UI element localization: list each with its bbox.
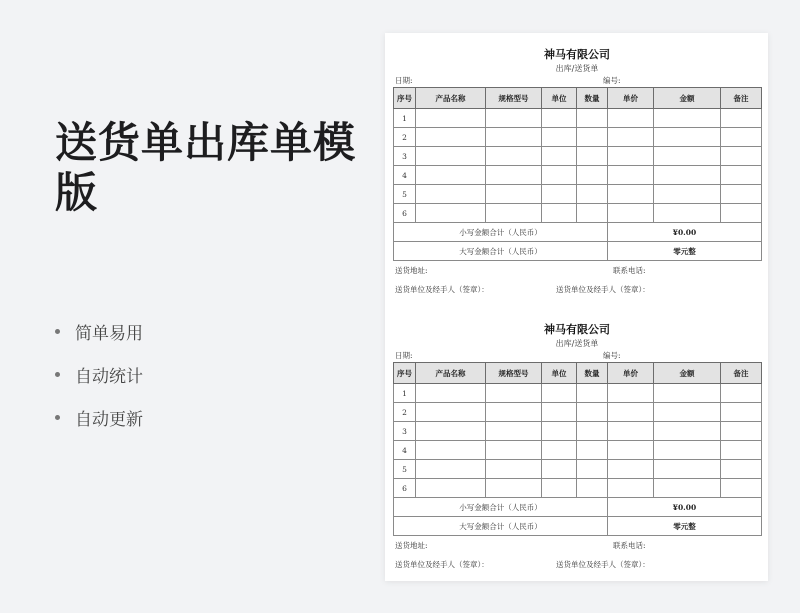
total-lower-row (394, 498, 762, 517)
bullet-icon (55, 372, 60, 377)
document-type: 出库/送货单 (555, 64, 599, 73)
table-row (394, 403, 762, 422)
row-number: 3 (394, 147, 416, 166)
table-cell (721, 128, 762, 147)
total-upper-label: 大写金额合计（人民币） (394, 517, 608, 536)
table-cell (542, 109, 577, 128)
column-header: 序号 (394, 363, 416, 384)
table-row (394, 166, 762, 185)
number-label: 编号: (603, 76, 621, 85)
table-cell (416, 384, 486, 403)
column-header: 规格型号 (486, 363, 542, 384)
signature-line (393, 280, 761, 299)
table-cell (608, 128, 654, 147)
table-row (394, 147, 762, 166)
table-cell (608, 185, 654, 204)
table-cell (486, 384, 542, 403)
table-header-row (394, 363, 762, 384)
row-number: 4 (394, 441, 416, 460)
column-header: 单位 (542, 88, 577, 109)
table-cell (721, 384, 762, 403)
table-cell (654, 460, 721, 479)
delivery-form (393, 47, 761, 299)
table-cell (654, 147, 721, 166)
table-cell (486, 147, 542, 166)
column-header: 序号 (394, 88, 416, 109)
table-cell (608, 166, 654, 185)
table-cell (654, 204, 721, 223)
row-number: 3 (394, 422, 416, 441)
table-cell (486, 460, 542, 479)
table-cell (542, 166, 577, 185)
table-cell (542, 204, 577, 223)
table-row (394, 422, 762, 441)
table-cell (486, 403, 542, 422)
table-cell (654, 185, 721, 204)
table-cell (486, 422, 542, 441)
feature-label: 简单易用 (75, 324, 143, 344)
total-upper-label: 大写金额合计（人民币） (394, 242, 608, 261)
table-cell (416, 441, 486, 460)
table-cell (608, 422, 654, 441)
table-cell (486, 109, 542, 128)
total-upper-value: 零元整 (608, 242, 762, 261)
table-row (394, 185, 762, 204)
table-cell (608, 460, 654, 479)
table-cell (608, 147, 654, 166)
row-number: 2 (394, 128, 416, 147)
delivery-note-sheet (385, 33, 768, 581)
column-header: 单价 (608, 363, 654, 384)
table-cell (416, 460, 486, 479)
table-cell (654, 441, 721, 460)
table-cell (542, 479, 577, 498)
table-cell (486, 185, 542, 204)
receiver-signature-label: 送货单位及经手人（签章）： (556, 285, 650, 294)
table-row (394, 204, 762, 223)
column-header: 数量 (577, 88, 608, 109)
column-header: 数量 (577, 363, 608, 384)
table-cell (721, 109, 762, 128)
table-cell (577, 479, 608, 498)
total-lower-value: ¥0.00 (608, 223, 762, 242)
table-header-row (394, 88, 762, 109)
table-cell (608, 403, 654, 422)
row-number: 1 (394, 384, 416, 403)
column-header: 金额 (654, 88, 721, 109)
document-type: 出库/送货单 (555, 339, 599, 348)
page-title: 送货单出库单模版 (55, 118, 357, 217)
table-cell (542, 384, 577, 403)
date-label: 日期: (395, 351, 413, 360)
table-cell (577, 166, 608, 185)
table-cell (486, 479, 542, 498)
table-cell (721, 166, 762, 185)
row-number: 6 (394, 204, 416, 223)
feature-item (55, 310, 143, 353)
signature-line (393, 555, 761, 574)
table-cell (416, 166, 486, 185)
table-row (394, 384, 762, 403)
table-cell (542, 403, 577, 422)
feature-item (55, 396, 143, 439)
table-cell (654, 479, 721, 498)
sender-signature-label: 送货单位及经手人（签章）： (395, 285, 489, 294)
form-meta (393, 350, 761, 362)
table-cell (542, 441, 577, 460)
total-lower-label: 小写金额合计（人民币） (394, 498, 608, 517)
feature-label: 自动更新 (75, 410, 143, 430)
table-cell (721, 403, 762, 422)
contact-line (393, 261, 761, 280)
row-number: 5 (394, 460, 416, 479)
item-table (393, 87, 762, 261)
column-header: 备注 (721, 88, 762, 109)
total-upper-value: 零元整 (608, 517, 762, 536)
table-cell (577, 147, 608, 166)
table-cell (416, 185, 486, 204)
column-header: 产品名称 (416, 363, 486, 384)
table-cell (608, 441, 654, 460)
company-name: 神马有限公司 (544, 48, 610, 61)
phone-label: 联系电话: (613, 266, 646, 275)
company-name: 神马有限公司 (544, 323, 610, 336)
table-cell (486, 441, 542, 460)
table-cell (577, 185, 608, 204)
address-label: 送货地址: (395, 266, 428, 275)
table-cell (577, 204, 608, 223)
date-label: 日期: (395, 76, 413, 85)
receiver-signature-label: 送货单位及经手人（签章）： (556, 560, 650, 569)
delivery-form (393, 322, 761, 574)
total-lower-value: ¥0.00 (608, 498, 762, 517)
table-cell (577, 441, 608, 460)
table-cell (416, 109, 486, 128)
total-upper-row (394, 517, 762, 536)
table-cell (654, 403, 721, 422)
table-cell (577, 422, 608, 441)
form-meta (393, 75, 761, 87)
column-header: 金额 (654, 363, 721, 384)
table-cell (486, 128, 542, 147)
column-header: 单位 (542, 363, 577, 384)
table-cell (654, 109, 721, 128)
bullet-icon (55, 329, 60, 334)
table-row (394, 460, 762, 479)
column-header: 备注 (721, 363, 762, 384)
table-cell (416, 403, 486, 422)
feature-list (55, 310, 143, 439)
column-header: 规格型号 (486, 88, 542, 109)
row-number: 2 (394, 403, 416, 422)
table-cell (721, 147, 762, 166)
feature-item (55, 353, 143, 396)
table-cell (577, 384, 608, 403)
total-lower-label: 小写金额合计（人民币） (394, 223, 608, 242)
table-cell (608, 109, 654, 128)
item-table (393, 362, 762, 536)
table-cell (608, 204, 654, 223)
total-lower-row (394, 223, 762, 242)
table-cell (721, 422, 762, 441)
table-cell (486, 204, 542, 223)
contact-line (393, 536, 761, 555)
table-row (394, 128, 762, 147)
table-cell (542, 185, 577, 204)
row-number: 6 (394, 479, 416, 498)
row-number: 1 (394, 109, 416, 128)
table-cell (542, 460, 577, 479)
table-row (394, 441, 762, 460)
table-cell (577, 460, 608, 479)
table-cell (654, 166, 721, 185)
row-number: 5 (394, 185, 416, 204)
column-header: 产品名称 (416, 88, 486, 109)
table-cell (721, 204, 762, 223)
sender-signature-label: 送货单位及经手人（签章）： (395, 560, 489, 569)
table-cell (542, 147, 577, 166)
table-cell (542, 422, 577, 441)
address-label: 送货地址: (395, 541, 428, 550)
table-cell (577, 403, 608, 422)
table-cell (721, 479, 762, 498)
phone-label: 联系电话: (613, 541, 646, 550)
table-cell (486, 166, 542, 185)
table-cell (608, 479, 654, 498)
table-cell (721, 185, 762, 204)
number-label: 编号: (603, 351, 621, 360)
column-header: 单价 (608, 88, 654, 109)
table-cell (721, 441, 762, 460)
table-cell (416, 204, 486, 223)
table-cell (416, 422, 486, 441)
table-cell (577, 128, 608, 147)
table-cell (416, 479, 486, 498)
table-cell (577, 109, 608, 128)
table-row (394, 109, 762, 128)
row-number: 4 (394, 166, 416, 185)
table-cell (654, 128, 721, 147)
bullet-icon (55, 415, 60, 420)
table-row (394, 479, 762, 498)
table-cell (654, 384, 721, 403)
total-upper-row (394, 242, 762, 261)
table-cell (608, 384, 654, 403)
feature-label: 自动统计 (75, 367, 143, 387)
table-cell (721, 460, 762, 479)
table-cell (542, 128, 577, 147)
table-cell (416, 147, 486, 166)
table-cell (654, 422, 721, 441)
table-cell (416, 128, 486, 147)
